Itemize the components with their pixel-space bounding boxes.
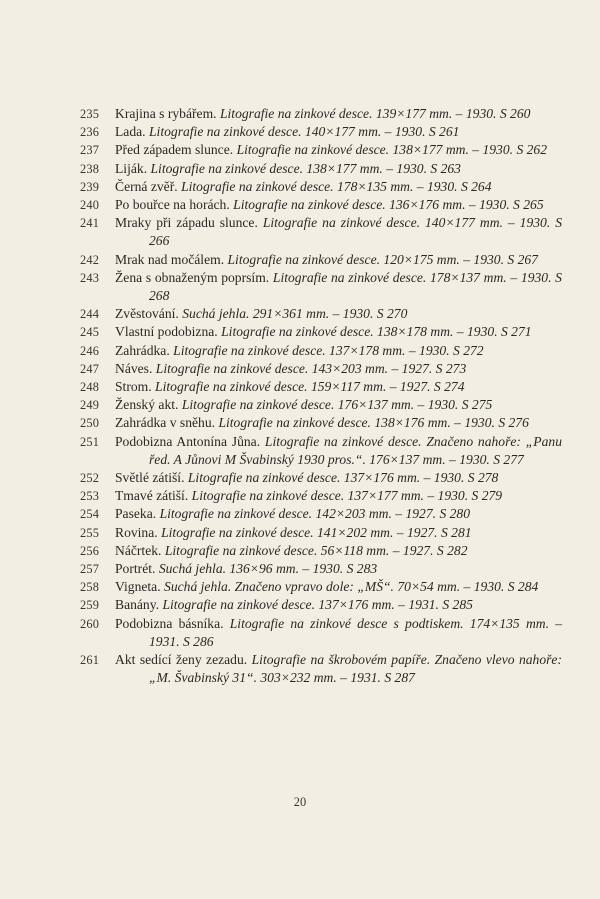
entry-number: 240 — [80, 198, 100, 213]
entry-number: 242 — [80, 252, 100, 267]
entry-body — [115, 269, 562, 305]
page-number: 20 — [293, 795, 307, 809]
catalog-entry — [80, 414, 562, 432]
catalog-entry — [80, 342, 562, 360]
entry-body — [115, 505, 562, 523]
entry-description: Litografie na zinkové desce s podtiskem. 174×135 mm. – 1931. S 286 — [149, 615, 562, 649]
entry-body — [115, 342, 562, 360]
entry-title: Náčrtek. — [115, 542, 162, 558]
entry-description: Suchá jehla. Značeno vpravo dole: „MŠ“. 70×54 mm. – 1930. S 284 — [164, 579, 539, 595]
entry-number: 253 — [80, 489, 100, 504]
catalog-entry — [80, 123, 562, 141]
entry-number: 238 — [80, 161, 100, 176]
catalog-entry — [80, 505, 562, 523]
entry-description: Litografie na zinkové desce. 141×202 mm. – 1927. S 281 — [161, 524, 472, 540]
entry-number: 261 — [80, 653, 100, 668]
catalog-entry — [80, 141, 562, 159]
entry-description: Suchá jehla. 136×96 mm. – 1930. S 283 — [158, 561, 378, 577]
entry-title: Podobizna básníka. — [115, 615, 224, 631]
entry-number: 249 — [80, 398, 100, 413]
catalog-entry — [80, 196, 562, 214]
entry-description: Litografie na zinkové desce. 56×118 mm. – 1927. S 282 — [164, 542, 468, 558]
entry-number: 243 — [80, 270, 100, 285]
entry-number: 256 — [80, 543, 100, 558]
entry-number: 236 — [80, 125, 100, 140]
entry-title: Akt sedící ženy zezadu. — [115, 652, 248, 668]
entry-description: Litografie na zinkové desce. 138×177 mm. – 1930. S 263 — [150, 160, 461, 176]
entry-title: Krajina s rybářem. — [115, 106, 217, 121]
entry-title: Tmavé zátiší. — [115, 488, 189, 504]
catalog-entry — [80, 160, 562, 178]
catalog-entry — [80, 651, 562, 687]
catalog-entry — [80, 269, 562, 305]
entry-title: Zvěstování. — [115, 306, 179, 322]
entry-body — [115, 524, 562, 542]
entry-body — [115, 305, 562, 323]
entry-body — [115, 360, 562, 378]
entry-number: 251 — [80, 434, 100, 449]
catalog-entry — [80, 396, 562, 414]
entry-number: 259 — [80, 598, 100, 613]
entry-number: 241 — [80, 216, 100, 231]
entry-body — [115, 160, 562, 178]
entry-number: 252 — [80, 471, 100, 486]
entry-description: Litografie na zinkové desce. 140×177 mm. – 1930. S 266 — [149, 215, 562, 249]
entry-body — [115, 414, 562, 432]
catalog-entry — [80, 178, 562, 196]
entry-title: Mrak nad močálem. — [115, 251, 225, 267]
entry-title: Portrét. — [115, 561, 156, 577]
entry-body — [115, 123, 562, 141]
entry-description: Litografie na zinkové desce. 143×203 mm. – 1927. S 273 — [155, 360, 467, 376]
entry-description: Litografie na zinkové desce. 159×117 mm. – 1927. S 274 — [155, 379, 465, 395]
entry-body — [115, 615, 562, 651]
entry-body — [115, 578, 562, 596]
catalog-entry — [80, 360, 562, 378]
entry-body — [115, 105, 562, 123]
entry-description: Litografie na zinkové desce. 137×177 mm. – 1930. S 279 — [191, 488, 503, 504]
entry-title: Podobizna Antonína Jůna. — [115, 433, 261, 449]
entry-title: Rovina. — [115, 524, 158, 540]
entry-title: Liják. — [115, 160, 148, 176]
entry-body — [115, 251, 562, 269]
entry-description: Litografie na zinkové desce. 137×178 mm. – 1930. S 272 — [173, 342, 484, 358]
entry-description: Litografie na zinkové desce. 138×178 mm. – 1930. S 271 — [221, 324, 532, 340]
entry-description: Litografie na zinkové desce. Značeno nahoře: „Panu řed. A Jůnovi M Švabinský 1930 pros.“. 176×137 mm. – 1930. S 277 — [149, 433, 562, 467]
entry-number: 239 — [80, 179, 100, 194]
entry-description: Suchá jehla. 291×361 mm. – 1930. S 270 — [182, 306, 408, 322]
entry-description: Litografie na zinkové desce. 178×137 mm. – 1930. S 268 — [149, 269, 562, 304]
catalog-entry — [80, 105, 562, 123]
entry-description: Litografie na zinkové desce. 138×177 mm. – 1930. S 262 — [236, 142, 548, 158]
entry-description: Litografie na zinkové desce. 137×176 mm. – 1930. S 278 — [187, 470, 499, 486]
entry-body — [115, 560, 562, 578]
entry-body — [115, 596, 562, 614]
entry-body — [115, 651, 562, 687]
catalog-entry — [80, 542, 562, 560]
catalog-entry — [80, 378, 562, 396]
entry-number: 246 — [80, 343, 100, 358]
entry-number: 235 — [80, 107, 100, 121]
entry-body — [115, 214, 562, 250]
entry-body — [115, 487, 562, 505]
entry-number: 248 — [80, 380, 100, 395]
entry-body — [115, 396, 562, 414]
entry-title: Paseka. — [115, 506, 157, 522]
entry-body — [115, 323, 562, 341]
catalog-entry — [80, 323, 562, 341]
entry-number: 255 — [80, 525, 100, 540]
entry-description: Litografie na zinkové desce. 139×177 mm. – 1930. S 260 — [219, 106, 531, 121]
entry-number: 254 — [80, 507, 100, 522]
entry-number: 250 — [80, 416, 100, 431]
catalog-entry — [80, 596, 562, 614]
catalog-entry — [80, 251, 562, 269]
entry-number: 237 — [80, 143, 100, 158]
catalog-entry — [80, 469, 562, 487]
entry-description: Litografie na zinkové desce. 138×176 mm. – 1930. S 276 — [218, 415, 529, 431]
entry-title: Strom. — [115, 379, 152, 395]
catalog-entry — [80, 433, 562, 469]
entry-number: 244 — [80, 307, 100, 322]
entry-number: 258 — [80, 580, 100, 595]
entry-description: Litografie na zinkové desce. 178×135 mm. – 1930. S 264 — [181, 178, 492, 194]
catalog-entry — [80, 524, 562, 542]
entry-body — [115, 433, 562, 469]
entry-body — [115, 378, 562, 396]
entry-title: Žena s obnaženým poprsím. — [115, 269, 270, 285]
entry-description: Litografie na zinkové desce. 136×176 mm. – 1930. S 265 — [233, 197, 544, 213]
entry-title: Vlastní podobizna. — [115, 324, 218, 340]
entry-description: Litografie na škrobovém papíře. Značeno vlevo nahoře: „M. Švabinský 31“. 303×232 mm. – 1931. S 287 — [149, 652, 562, 686]
entry-number: 257 — [80, 562, 100, 577]
catalog-entry — [80, 487, 562, 505]
entry-body — [115, 542, 562, 560]
entry-description: Litografie na zinkové desce. 142×203 mm. – 1927. S 280 — [159, 506, 471, 522]
entry-number: 260 — [80, 616, 100, 631]
entry-number: 245 — [80, 325, 100, 340]
entry-title: Ženský akt. — [115, 397, 179, 413]
entry-description: Litografie na zinkové desce. 140×177 mm. – 1930. S 261 — [148, 124, 460, 140]
catalog-entry — [80, 305, 562, 323]
entry-description: Litografie na zinkové desce. 176×137 mm. – 1930. S 275 — [181, 397, 493, 413]
entry-description: Litografie na zinkové desce. 120×175 mm. – 1930. S 267 — [227, 251, 538, 267]
entry-body — [115, 196, 562, 214]
entry-title: Zahrádka. — [115, 342, 170, 358]
entry-title: Lada. — [115, 124, 146, 140]
entry-body — [115, 469, 562, 487]
catalog-entry — [80, 578, 562, 596]
catalog-list — [80, 105, 562, 688]
catalog-entry — [80, 214, 562, 250]
entry-title: Zahrádka v sněhu. — [115, 415, 216, 431]
entry-title: Černá zvěř. — [115, 178, 178, 194]
catalog-entry — [80, 560, 562, 578]
entry-title: Banány. — [115, 597, 160, 613]
entry-title: Před západem slunce. — [115, 142, 234, 158]
entry-title: Náves. — [115, 360, 153, 376]
entry-title: Vigneta. — [115, 579, 161, 595]
entry-title: Světlé zátiší. — [115, 470, 185, 486]
entry-title: Po bouřce na horách. — [115, 197, 230, 213]
entry-body — [115, 141, 562, 159]
catalog-entry — [80, 615, 562, 651]
entry-description: Litografie na zinkové desce. 137×176 mm. – 1931. S 285 — [162, 597, 473, 613]
entry-body — [115, 178, 562, 196]
entry-title: Mraky při západu slunce. — [115, 215, 258, 231]
entry-number: 247 — [80, 361, 100, 376]
